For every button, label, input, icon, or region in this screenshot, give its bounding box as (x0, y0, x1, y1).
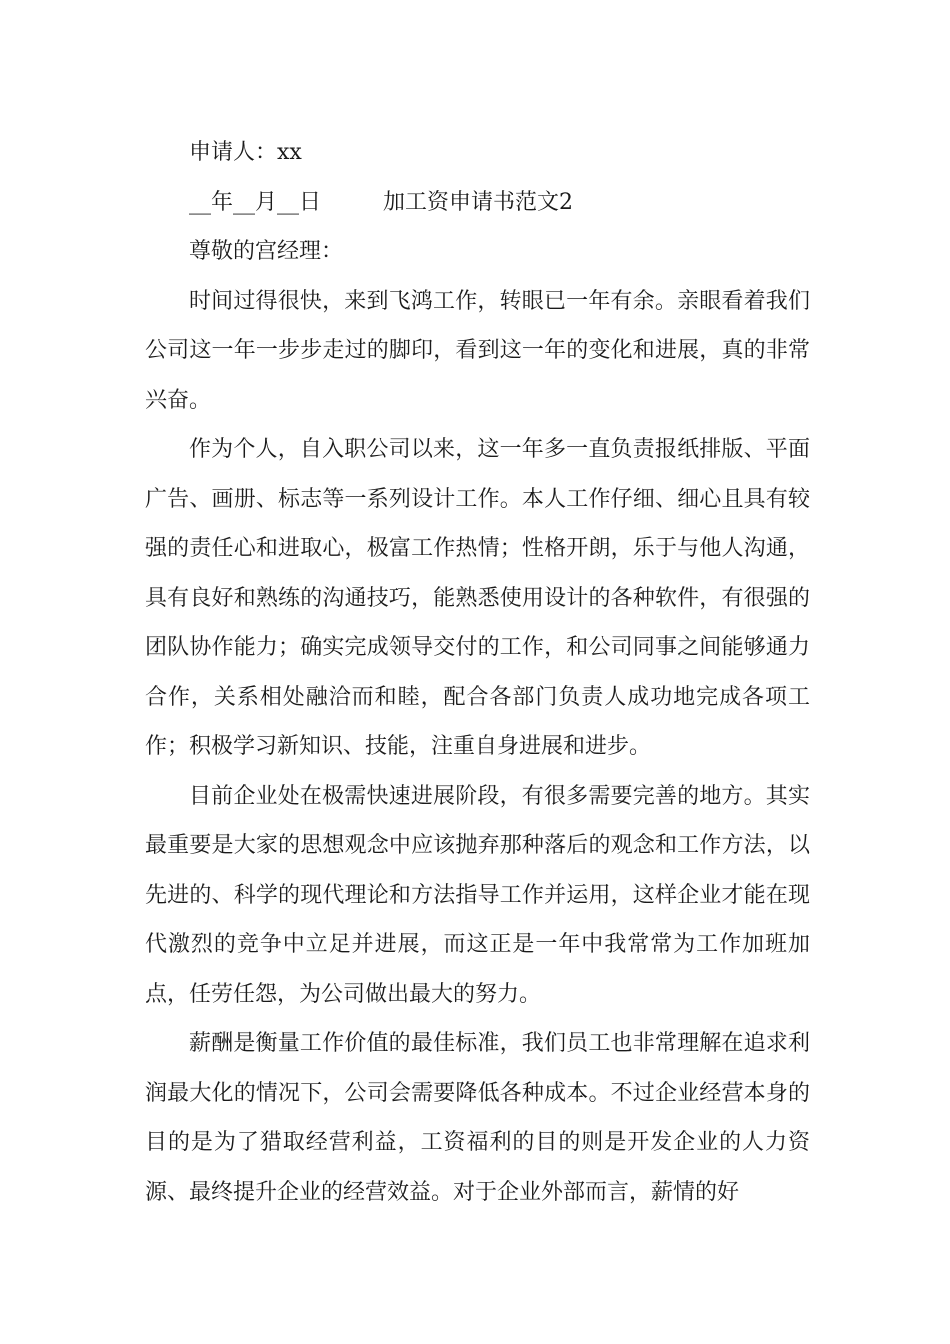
date-line: __年__月__日 (189, 189, 322, 215)
salutation: 尊敬的宫经理： (189, 239, 344, 264)
document-body (145, 128, 810, 1217)
paragraph-3: 目前企业处在极需快速进展阶段，有很多需要完善的地方。其实最重要是大家的思想观念中应该抛弃那种落后的观念和工作方法，以先进的、科学的现代理论和方法指导工作并运用，这样企业才能在现代激烈的竞争中立足并进展，而这正是一年中我常常为工作加班加点，任劳任怨，为公司做出最大的努力。 (145, 783, 810, 1007)
date-and-title-line (145, 178, 810, 228)
paragraph-2: 作为个人，自入职公司以来，这一年多一直负责报纸排版、平面广告、画册、标志等一系列设计工作。本人工作仔细、细心且具有较强的责任心和进取心，极富工作热情；性格开朗，乐于与他人沟通，具有良好和熟练的沟通技巧，能熟悉使用设计的各种软件，有很强的团队协作能力；确实完成领导交付的工作，和公司同事之间能够通力合作，关系相处融洽而和睦，配合各部门负责人成功地完成各项工作；积极学习新知识、技能，注重自身进展和进步。 (145, 437, 810, 759)
paragraph-1: 时间过得很快，来到飞鸿工作，转眼已一年有余。亲眼看着我们公司这一年一步步走过的脚印，看到这一年的变化和进展，真的非常兴奋。 (145, 288, 810, 413)
next-letter-title: 加工资申请书范文2 (383, 189, 574, 215)
applicant-line: 申请人：xx (189, 140, 302, 165)
paragraph-4: 薪酬是衡量工作价值的最佳标准，我们员工也非常理解在追求利润最大化的情况下，公司会需要降低各种成本。不过企业经营本身的目的是为了猎取经营利益，工资福利的目的则是开发企业的人力资源、最终提升企业的经营效益。对于企业外部而言，薪情的好 (145, 1031, 810, 1205)
